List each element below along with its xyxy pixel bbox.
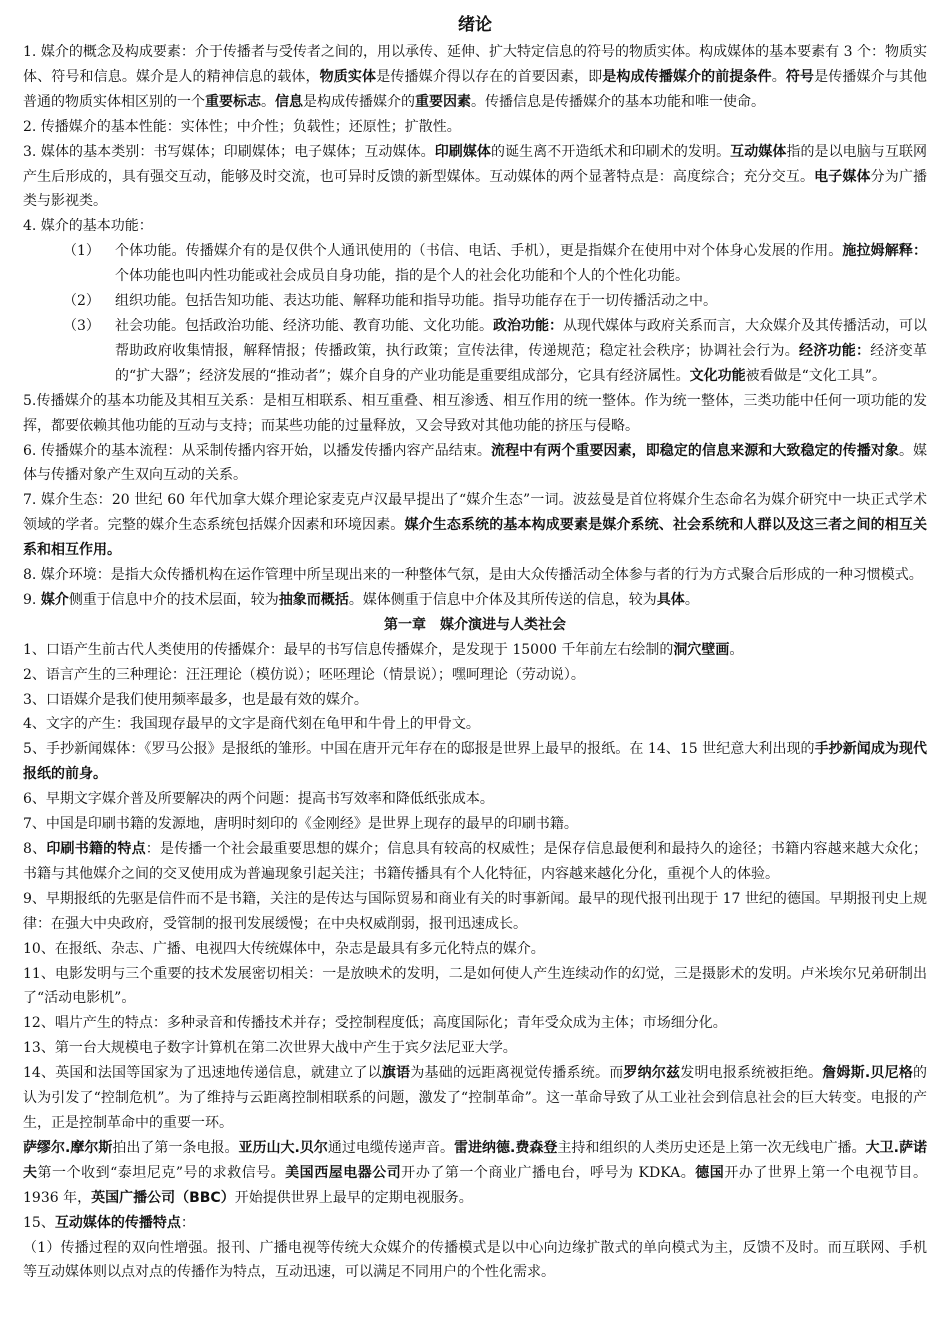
text-run: ：	[180, 1214, 195, 1231]
text-run: 8、	[23, 841, 47, 857]
bold-text: 经济功能：	[799, 342, 871, 359]
function-list	[23, 239, 927, 388]
paragraph	[23, 887, 927, 937]
text-run: 4、文字的产生：我国现存最早的文字是商代刻在龟甲和牛骨上的甲骨文。	[23, 716, 480, 733]
text-run: 个体功能也叫内性功能或社会成员自身功能，指的是个人的社会化功能和个人的个性化功能。	[115, 268, 689, 285]
text-run: 的诞生离不开造纸术和印刷术的发明。	[491, 143, 731, 160]
text-run: 。	[729, 641, 744, 658]
text-run: 开办了第一个商业广播电台，呼号为 KDKA。	[401, 1164, 696, 1181]
paragraph	[23, 663, 927, 688]
text-run: 1、口语产生前古代人类使用的传播媒介：最早的书写信息传播媒介，是发现于 15000 千年前左右绘制的	[23, 641, 674, 658]
paragraph	[23, 962, 927, 1012]
bold-text: 符号	[785, 68, 815, 85]
bold-text: 具体	[656, 591, 685, 608]
bold-text: 印刷书籍的特点	[46, 841, 146, 857]
text-run: 开办了世界上第一个电视节目。1936 年，	[23, 1164, 928, 1206]
bold-text: 旗语	[381, 1065, 411, 1082]
bold-text: 媒介生态系统的基本构成要素是媒介系统、社会系统和人群以及这三者之间的相互关系和相互作用。	[23, 517, 928, 559]
paragraph	[23, 1036, 927, 1061]
text-run: 3. 媒体的基本类别：书写媒体；印刷媒体；电子媒体；互动媒体。	[23, 143, 435, 160]
text-run: 个体功能。传播媒介有的是仅供个人通讯使用的（书信、电话、手机），更是指媒介在使用中对个体身心发展的作用。	[115, 243, 843, 260]
document-title: 绪论	[458, 15, 492, 35]
chapter1-paragraphs	[23, 638, 927, 1286]
text-run: 。传播信息是传播媒介的基本功能和唯一使命。	[471, 93, 765, 110]
bold-text: 信息	[275, 93, 303, 110]
text-run: （1）传播过程的双向性增强。报刊、广播电视等传统大众媒介的传播模式是以中心向边缘扩散式的单向模式为主，反馈不及时。而互联网、手机等互动媒体则以点对点的传播作为特点，互动迅速，可以满足不同用户的个性化需求。	[23, 1239, 927, 1281]
paragraph	[23, 563, 927, 588]
paragraph	[23, 1211, 927, 1236]
paragraph	[23, 737, 927, 787]
bold-text: 互动媒体	[730, 143, 787, 160]
text-run: 。	[684, 591, 699, 608]
chapter-title: 第一章 媒介演进与人类社会	[384, 616, 566, 633]
paragraph	[23, 638, 927, 663]
text-run: 通过电缆传递声音。	[327, 1139, 454, 1156]
text-run: 是构成传播媒介的	[303, 93, 415, 110]
paragraph	[23, 439, 927, 489]
text-run: 为基础的远距离视觉传播系统。而	[410, 1065, 624, 1082]
paragraph	[23, 1236, 927, 1286]
paragraph	[23, 389, 927, 439]
text-run: 10、在报纸、杂志、广播、电视四大传统媒体中，杂志是最具有多元化特点的媒介。	[23, 940, 545, 957]
bold-text: 亚历山大.贝尔	[238, 1139, 328, 1156]
paragraph	[23, 140, 927, 215]
text-run: 6. 传播媒介的基本流程：从采制传播内容开始，以播发传播内容产品结束。	[23, 442, 491, 459]
text-run: 组织功能。包括告知功能、表达功能、解释功能和指导功能。指导功能存在于一切传播活动之中。	[115, 293, 717, 310]
text-run: 13、第一台大规模电子数字计算机在第二次世界大战中产生于宾夕法尼亚大学。	[23, 1040, 517, 1057]
text-run: 第一个收到“泰坦尼克”号的求救信号。	[37, 1164, 286, 1181]
bold-text: 互动媒体的传播特点	[54, 1214, 181, 1231]
paragraph	[23, 812, 927, 837]
function-item	[23, 239, 927, 289]
text-run: 5.传播媒介的基本功能及其相互关系：是相互相联系、相互重叠、相互渗透、相互作用的统一整体。作为统一整体，三类功能中任何一项功能的发挥，都要依赖其他功能的互动与支持；而某些功能的过量释放，又会导致对其他功能的挤压与侵略。	[23, 392, 927, 434]
function-number: （1）	[63, 243, 100, 260]
text-run: 8. 媒介环境：是指大众传播机构在运作管理中所呈现出来的一种整体气氛，是由大众传播活动全体参与者的行为方式聚合后形成的一种习惯模式。	[23, 567, 923, 584]
function-number: （3）	[63, 317, 100, 334]
bold-text: 媒介	[40, 591, 69, 608]
function-text	[115, 239, 927, 289]
paragraph	[23, 837, 927, 887]
bold-text: 詹姆斯.贝尼格	[822, 1065, 914, 1082]
text-run: 2、语言产生的三种理论：汪汪理论（模仿说）；呸呸理论（情景说）；嘿呵理论（劳动说）。	[23, 666, 585, 683]
text-run: 3、口语媒介是我们使用频率最多，也是最有效的媒介。	[23, 691, 368, 708]
bold-text: 电子媒体	[814, 168, 871, 185]
text-run: 的认为引发了“控制危机”。为了维持与云距离控制相联系的问题，激发了“控制革命”。这一革命导致了从工业社会到信息社会的巨大转变。电报的产生，正是控制革命中的重要一环。	[23, 1065, 928, 1131]
function-number: （2）	[63, 293, 100, 310]
text-run: 主持和组织的人类历史还是上第一次无线电广播。	[557, 1139, 866, 1156]
text-run: 12、唱片产生的特点：多种录音和传播技术并存；受控制程度低；高度国际化；青年受众成为主体；市场细分化。	[23, 1015, 727, 1032]
bold-text: 印刷媒体	[434, 143, 491, 160]
text-run: 经济变革的“扩大器”；经济发展的“推动者”；媒介自身的产业功能是重要组成部分，它具有经济属性。	[115, 342, 927, 384]
text-run: 7、中国是印刷书籍的发源地，唐明时刻印的《金刚经》是世界上现存的最早的印刷书籍。	[23, 816, 578, 833]
text-run: 发明电报系统被拒绝。	[680, 1065, 823, 1082]
text-run: 指的是以电脑与互联网产生后形成的，具有强交互动，能够及时交流，也可异时反馈的新型媒体。互动媒体的两个显著特点是：高度综合；充分交互。	[23, 143, 928, 185]
bold-text: 抽象而概括	[278, 591, 349, 608]
intro-paragraphs	[23, 40, 927, 239]
text-run: 5、手抄新闻媒体：《罗马公报》是报纸的雏形。中国在唐开元年存在的邸报是世界上最早的报纸。在 14、15 世纪意大利出现的	[23, 741, 815, 758]
text-run: 。	[261, 93, 275, 110]
bold-text: 英国广播公司（BBC）	[91, 1189, 235, 1206]
bold-text: 政治功能：	[493, 317, 563, 334]
text-run: 9、早期报纸的先驱是信件而不是书籍，关注的是传达与国际贸易和商业有关的时事新闻。最早的现代报刊出现于 17 世纪的德国。早期报刊史上规律：在强大中央政府，受管制的报刊发展缓慢；在中央权威削弱，报刊迅速成长。	[23, 890, 927, 932]
paragraph	[23, 488, 927, 563]
bold-text: 美国西屋电器公司	[285, 1164, 402, 1181]
paragraph	[23, 712, 927, 737]
bold-text: 重要标志	[205, 93, 261, 110]
paragraph	[23, 937, 927, 962]
text-run: 开始提供世界上最早的定期电视服务。	[234, 1189, 473, 1206]
text-run: 从现代媒体与政府关系而言，大众媒介及其传播活动，可以帮助政府收集情报，解释情报；传播政策，执行政策；宣传法律，传递规范；稳定社会秩序；协调社会行为。	[115, 317, 927, 359]
text-run: 4. 媒介的基本功能：	[23, 218, 153, 235]
text-run: 14、英国和法国等国家为了迅速地传递信息，就建立了以	[23, 1065, 382, 1082]
function-text	[115, 314, 927, 389]
text-run: 15、	[23, 1214, 55, 1231]
text-run: 是传播媒介得以存在的首要因素，即	[376, 68, 603, 85]
text-run: 。媒体与传播对象产生双向互动的关系。	[23, 442, 928, 484]
bold-text: 是构成传播媒介的前提条件	[602, 68, 772, 85]
text-run: 6、早期文字媒介普及所要解决的两个问题：提高书写效率和降低纸张成本。	[23, 791, 494, 808]
text-run: 侧重于信息中介的技术层面，较为	[68, 591, 279, 608]
bold-text: 流程中有两个重要因素，即稳定的信息来源和大致稳定的传播对象	[491, 442, 899, 459]
bold-text: 施拉姆解释：	[842, 243, 928, 260]
intro-section	[23, 40, 927, 613]
paragraph	[23, 688, 927, 713]
text-run: 社会功能。包括政治功能、经济功能、教育功能、文化功能。	[115, 317, 493, 334]
paragraph	[23, 115, 927, 140]
text-run: 是传播媒介与其他普通的物质实体相区别的一个	[23, 68, 928, 110]
paragraph	[23, 588, 927, 613]
paragraph	[23, 1136, 927, 1211]
text-run: 拍出了第一条电报。	[112, 1139, 239, 1156]
bold-text: 手抄新闻成为现代报纸的前身。	[23, 741, 927, 783]
function-item	[23, 289, 927, 314]
text-run: 2. 传播媒介的基本性能：实体性；中介性；负载性；还原性；扩散性。	[23, 118, 461, 135]
bold-text: 物质实体	[319, 68, 377, 85]
text-run: 。	[771, 68, 786, 85]
text-run: 被看做是“文化工具”。	[745, 367, 886, 384]
bold-text: 萨缪尔.摩尔斯	[23, 1139, 113, 1156]
text-run: 分为广播类与影视类。	[23, 168, 928, 210]
paragraph	[23, 1061, 927, 1136]
bold-text: 文化功能	[689, 367, 746, 384]
text-run: 9.	[23, 591, 41, 608]
text-run: 1. 媒介的概念及构成要素：介于传播者与受传者之间的，用以承传、延伸、扩大特定信息的符号的物质实体。构成媒体的基本要素有 3 个：物质实体、符号和信息。媒介是人的精神信息的载体，	[23, 44, 927, 85]
paragraph	[23, 1011, 927, 1036]
function-item	[23, 314, 927, 389]
paragraph	[23, 214, 927, 239]
function-text	[115, 289, 927, 314]
paragraph	[23, 787, 927, 812]
intro-paragraphs-2	[23, 389, 927, 613]
bold-text: 洞穴壁画	[673, 641, 730, 658]
text-run: ：是传播一个社会最重要思想的媒介；信息具有较高的权威性；是保存信息最便利和最持久的途径；书籍内容越来越大众化；书籍与其他媒介之间的交叉使用成为普遍现象引起关注；书籍传播具有个人化特征，内容越来越化分化，重视个人的体验。	[23, 841, 927, 882]
text-run: 11、电影发明与三个重要的技术发展密切相关：一是放映术的发明，二是如何使人产生连续动作的幻觉，三是摄影术的发明。卢米埃尔兄弟研制出了“活动电影机”。	[23, 965, 927, 1007]
bold-text: 大卫.萨诺夫	[23, 1139, 928, 1181]
text-run: 7. 媒介生态：20 世纪 60 年代加拿大媒介理论家麦克卢汉最早提出了“媒介生态”一词。波兹曼是首位将媒介生态命名为媒介研究中一块正式学术领域的学者。完整的媒介生态系统包括媒介因素和环境因素。	[23, 492, 927, 534]
paragraph	[23, 40, 927, 115]
bold-text: 罗纳尔兹	[623, 1065, 681, 1082]
text-run: 。媒体侧重于信息中介体及其所传送的信息，较为	[348, 591, 657, 608]
bold-text: 德国	[695, 1164, 725, 1181]
bold-text: 重要因素	[415, 93, 471, 110]
bold-text: 雷进纳德.费森登	[454, 1139, 558, 1156]
